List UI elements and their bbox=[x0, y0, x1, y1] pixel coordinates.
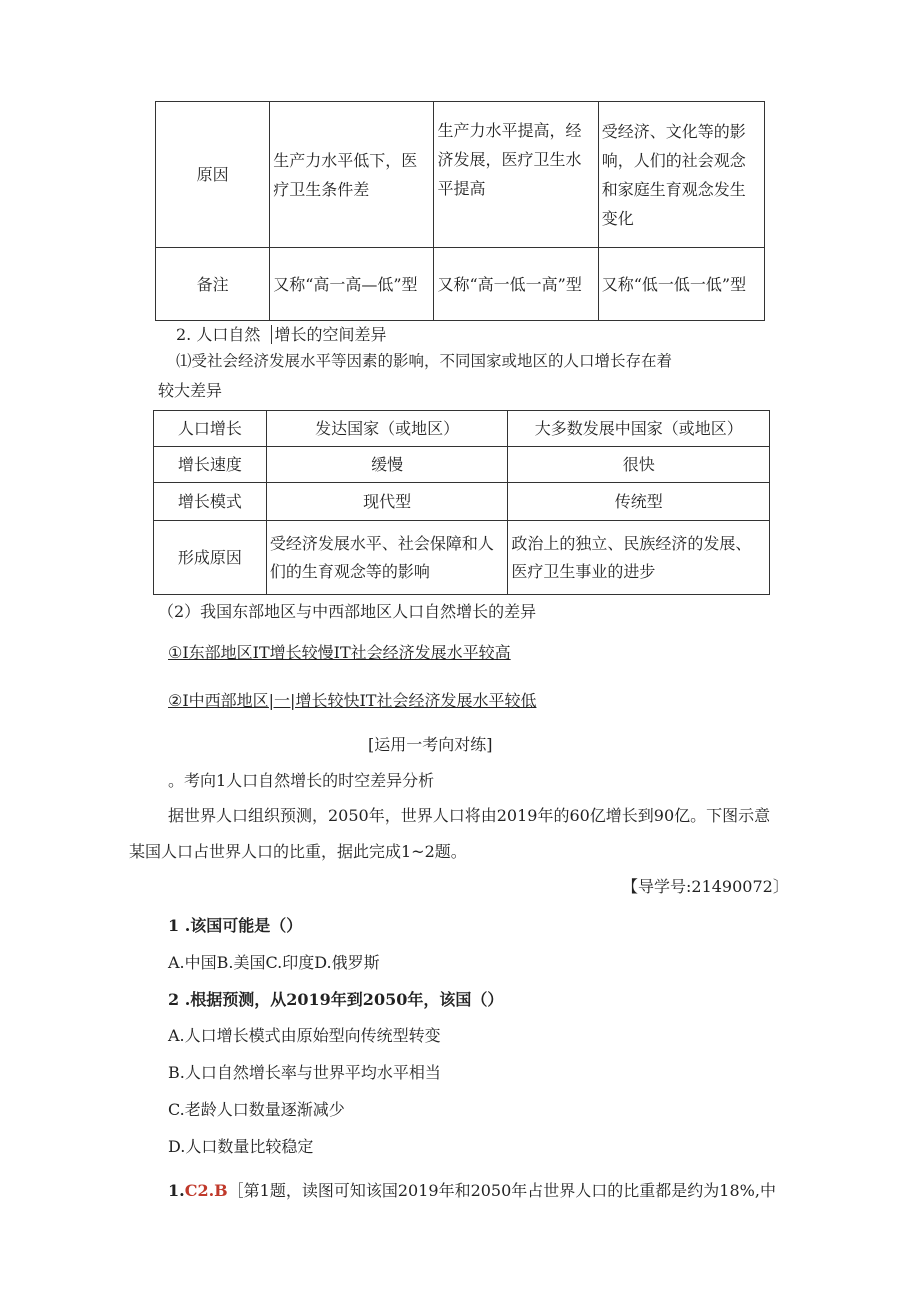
table-cell: 政治上的独立、民族经济的发展、医疗卫生事业的进步 bbox=[508, 521, 770, 595]
question-options: A.中国B.美国C.印度D.俄罗斯 bbox=[168, 953, 380, 972]
guide-number: 【导学号:21490072〕 bbox=[622, 877, 789, 896]
question-stem: 1 .该国可能是（） bbox=[168, 916, 303, 935]
question-stem: 2 .根据预测，从2019年到2050年，该国（） bbox=[168, 990, 504, 1009]
subsection-title: （2）我国东部地区与中西部地区人口自然增长的差异 bbox=[158, 602, 537, 621]
table-header-row bbox=[154, 411, 770, 447]
table-row bbox=[156, 102, 765, 248]
table-cell: 生产力水平低下，医疗卫生条件差 bbox=[270, 102, 434, 248]
paragraph: 某国人口占世界人口的比重，据此完成1~2题。 bbox=[129, 842, 467, 861]
table-row bbox=[154, 483, 770, 521]
header-cell: 人口增长 bbox=[154, 411, 267, 447]
direction-label: 。考向1人口自然增长的时空差异分析 bbox=[168, 771, 435, 790]
table-cell: 增长模式 bbox=[154, 483, 267, 521]
paragraph: ⑴受社会经济发展水平等因素的影响，不同国家或地区的人口增长存在着 bbox=[176, 352, 673, 370]
table-cell: 生产力水平提高，经济发展，医疗卫生水平提高 bbox=[434, 102, 598, 248]
answer-keys: C2.B bbox=[184, 1181, 228, 1200]
section-heading: 2. 人口自然 增长的空间差异 bbox=[176, 325, 387, 344]
practice-heading: [运用一考向对练] bbox=[368, 735, 493, 754]
question-option: B.人口自然增长率与世界平均水平相当 bbox=[168, 1063, 441, 1082]
table-cell: 缓慢 bbox=[266, 447, 508, 483]
stage-table bbox=[155, 101, 765, 321]
table-cell: 又称“高一高—低”型 bbox=[270, 248, 434, 321]
question-option: A.人口增长模式由原始型向传统型转变 bbox=[168, 1026, 441, 1045]
answer-line: 1.C2.B［第1题，读图可知该国2019年和2050年占世界人口的比重都是约为18%,中 bbox=[168, 1181, 776, 1200]
table-row bbox=[154, 521, 770, 595]
table-cell: 又称“低一低一低”型 bbox=[598, 248, 764, 321]
table-cell: 传统型 bbox=[508, 483, 770, 521]
table-row bbox=[154, 447, 770, 483]
paragraph: 较大差异 bbox=[158, 381, 223, 400]
header-cell: 发达国家（或地区） bbox=[266, 411, 508, 447]
row-label: 原因 bbox=[156, 102, 270, 248]
east-region-line: ①I东部地区IT增长较慢IT社会经济发展水平较高 bbox=[168, 643, 511, 662]
table-cell: 又称“高一低一高”型 bbox=[434, 248, 598, 321]
table-row bbox=[156, 248, 765, 321]
comparison-table bbox=[153, 410, 770, 595]
question-option: D.人口数量比较稳定 bbox=[168, 1137, 314, 1156]
table-cell: 形成原因 bbox=[154, 521, 267, 595]
question-option: C.老龄人口数量逐渐减少 bbox=[168, 1100, 345, 1119]
table-cell: 增长速度 bbox=[154, 447, 267, 483]
header-cell: 大多数发展中国家（或地区） bbox=[508, 411, 770, 447]
west-region-line: ②I中西部地区|一|增长较快IT社会经济发展水平较低 bbox=[168, 691, 537, 710]
row-label: 备注 bbox=[156, 248, 270, 321]
table-cell: 受经济、文化等的影响，人们的社会观念和家庭生育观念发生变化 bbox=[598, 102, 764, 248]
table-cell: 现代型 bbox=[266, 483, 508, 521]
table-cell: 很快 bbox=[508, 447, 770, 483]
table-cell: 受经济发展水平、社会保障和人们的生育观念等的影响 bbox=[266, 521, 508, 595]
paragraph: 据世界人口组织预测，2050年，世界人口将由2019年的60亿增长到90亿。下图示意 bbox=[168, 806, 771, 825]
